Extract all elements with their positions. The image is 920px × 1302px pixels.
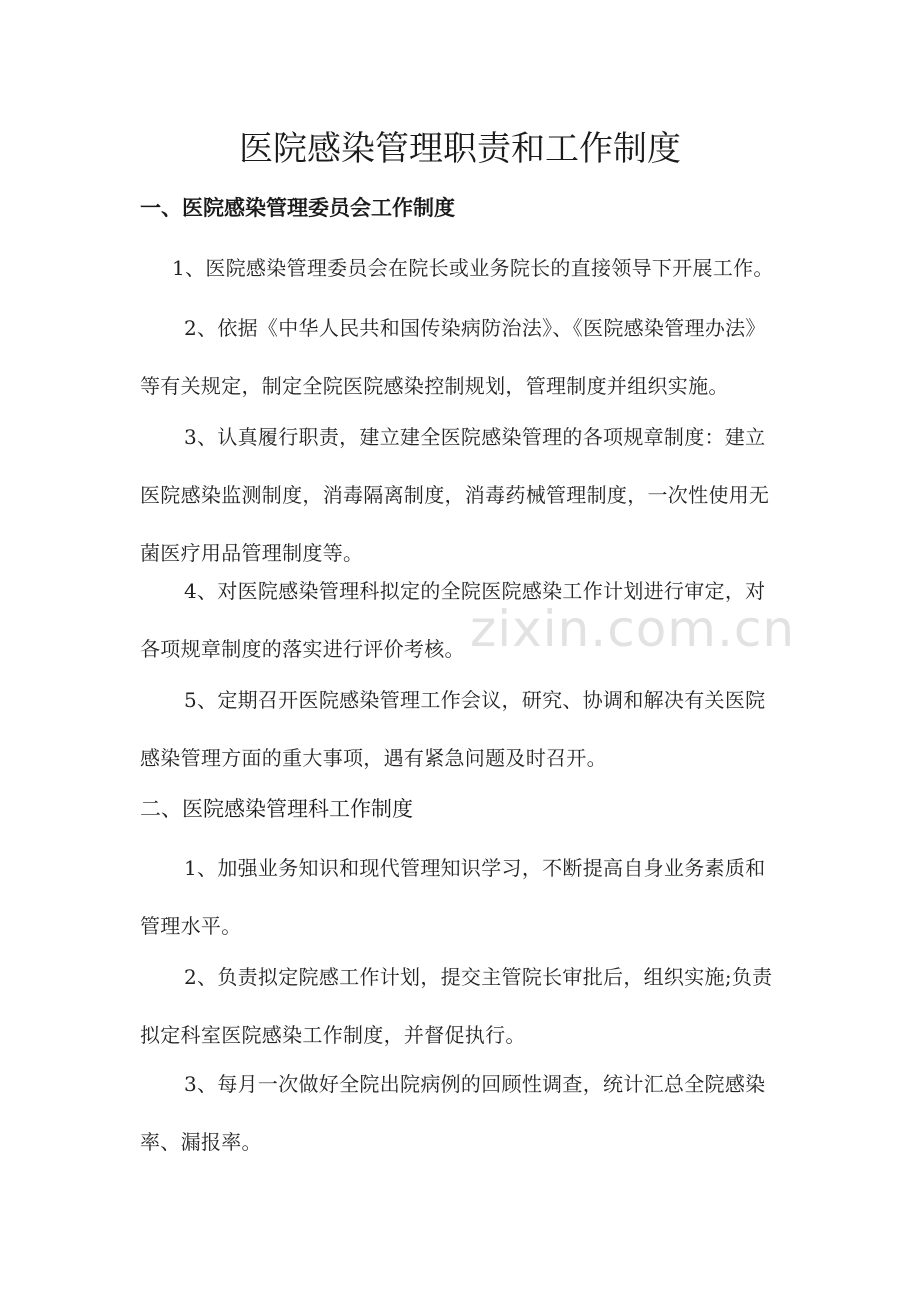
paragraph: 1、加强业务知识和现代管理知识学习，不断提高自身业务素质和管理水平。 <box>140 856 766 938</box>
section-heading-department: 二、医院感染管理科工作制度 <box>140 797 413 821</box>
paragraph: 3、认真履行职责，建立建全医院感染管理的各项规章制度：建立医院感染监测制度，消毒隔离制度，消毒药械管理制度，一次性使用无菌医疗用品管理制度等。 <box>140 425 770 565</box>
paragraph: 1、医院感染管理委员会在院长或业务院长的直接领导下开展工作。 <box>172 256 774 280</box>
paragraph: 3、每月一次做好全院出院病例的回顾性调查，统计汇总全院感染率、漏报率。 <box>140 1072 766 1154</box>
document-title: 医院感染管理职责和工作制度 <box>239 129 681 169</box>
section-heading-committee: 一、医院感染管理委员会工作制度 <box>140 196 455 220</box>
paragraph: 2、负责拟定院感工作计划，提交主管院长审批后，组织实施;负责拟定科室医院感染工作制度，并督促执行。 <box>140 965 773 1047</box>
watermark: zixin.com.cn <box>470 600 796 658</box>
paragraph: 4、对医院感染管理科拟定的全院医院感染工作计划进行审定，对各项规章制度的落实进行评价考核。 <box>140 579 766 661</box>
paragraph: 2、依据《中华人民共和国传染病防治法》、《医院感染管理办法》等有关规定，制定全院医院感染控制规划，管理制度并组织实施。 <box>140 316 766 398</box>
paragraph: 5、定期召开医院感染管理工作会议，研究、协调和解决有关医院感染管理方面的重大事项，遇有紧急问题及时召开。 <box>140 688 766 770</box>
